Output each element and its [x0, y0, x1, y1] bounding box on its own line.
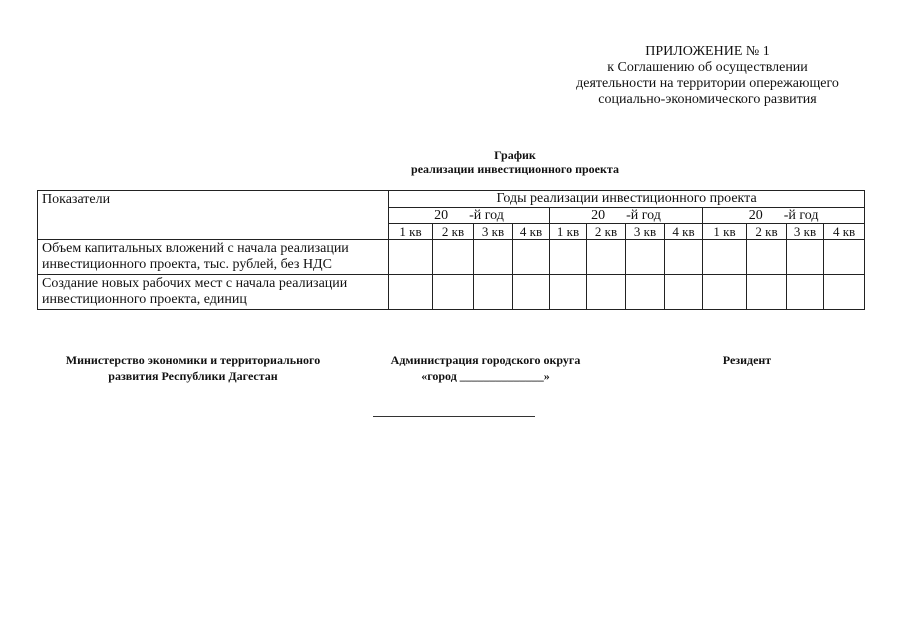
- value-cell: [389, 240, 433, 275]
- value-cell: [389, 275, 433, 310]
- value-cell: [587, 275, 626, 310]
- appendix-line: к Соглашению об осуществлении: [607, 60, 808, 75]
- administration-city-line: «город ______________»: [421, 369, 550, 383]
- value-cell: [474, 275, 513, 310]
- value-cell: [703, 240, 747, 275]
- value-cell: [824, 275, 865, 310]
- value-cell: [513, 275, 550, 310]
- quarter-header: 2 кв: [433, 224, 474, 240]
- years-header: Годы реализации инвестиционного проекта: [389, 191, 865, 208]
- quarter-header: 4 кв: [513, 224, 550, 240]
- quarter-header: 2 кв: [587, 224, 626, 240]
- title-line: реализации инвестиционного проекта: [411, 162, 619, 176]
- indicator-new-jobs: Создание новых рабочих мест с начала реализации инвестиционного проекта, единиц: [38, 275, 389, 310]
- document-title: [300, 148, 730, 176]
- value-cell: [513, 240, 550, 275]
- indicator-capital-investment: Объем капитальных вложений с начала реализации инвестиционного проекта, тыс. рублей, без НДС: [38, 240, 389, 275]
- signature-ministry: [48, 352, 338, 384]
- quarter-header: 3 кв: [474, 224, 513, 240]
- appendix-header: [540, 44, 875, 108]
- value-cell: [747, 275, 787, 310]
- administration-name-line: Администрация городского округа: [390, 353, 581, 367]
- schedule-table: [37, 190, 865, 310]
- value-cell: [747, 240, 787, 275]
- year-header: 20 -й год: [389, 208, 550, 224]
- quarter-header: 3 кв: [626, 224, 665, 240]
- ministry-name-line: развития Республики Дагестан: [108, 369, 278, 383]
- value-cell: [433, 275, 474, 310]
- table-row: [38, 275, 865, 310]
- indicators-header: Показатели: [38, 191, 389, 240]
- quarter-header: 1 кв: [389, 224, 433, 240]
- ministry-name-line: Министерство экономики и территориального: [65, 353, 321, 367]
- quarter-header: 1 кв: [703, 224, 747, 240]
- value-cell: [787, 275, 824, 310]
- value-cell: [587, 240, 626, 275]
- title-line: График: [494, 148, 536, 162]
- value-cell: [550, 240, 587, 275]
- resident-label: Резидент: [722, 353, 772, 367]
- value-cell: [433, 240, 474, 275]
- value-cell: [703, 275, 747, 310]
- quarter-header: 1 кв: [550, 224, 587, 240]
- appendix-number: ПРИЛОЖЕНИЕ № 1: [645, 44, 770, 59]
- signature-resident: [712, 352, 782, 368]
- value-cell: [474, 240, 513, 275]
- value-cell: [550, 275, 587, 310]
- quarter-header: 2 кв: [747, 224, 787, 240]
- appendix-line: социально-экономического развития: [598, 92, 817, 107]
- appendix-line: деятельности на территории опережающего: [576, 76, 839, 91]
- quarter-header: 4 кв: [824, 224, 865, 240]
- year-header: 20 -й год: [550, 208, 703, 224]
- table-row: [38, 240, 865, 275]
- quarter-header: 3 кв: [787, 224, 824, 240]
- value-cell: [787, 240, 824, 275]
- value-cell: [824, 240, 865, 275]
- signature-line: [373, 416, 535, 417]
- value-cell: [626, 275, 665, 310]
- value-cell: [626, 240, 665, 275]
- value-cell: [665, 240, 703, 275]
- quarter-header: 4 кв: [665, 224, 703, 240]
- year-header: 20 -й год: [703, 208, 865, 224]
- signature-administration: [378, 352, 593, 384]
- value-cell: [665, 275, 703, 310]
